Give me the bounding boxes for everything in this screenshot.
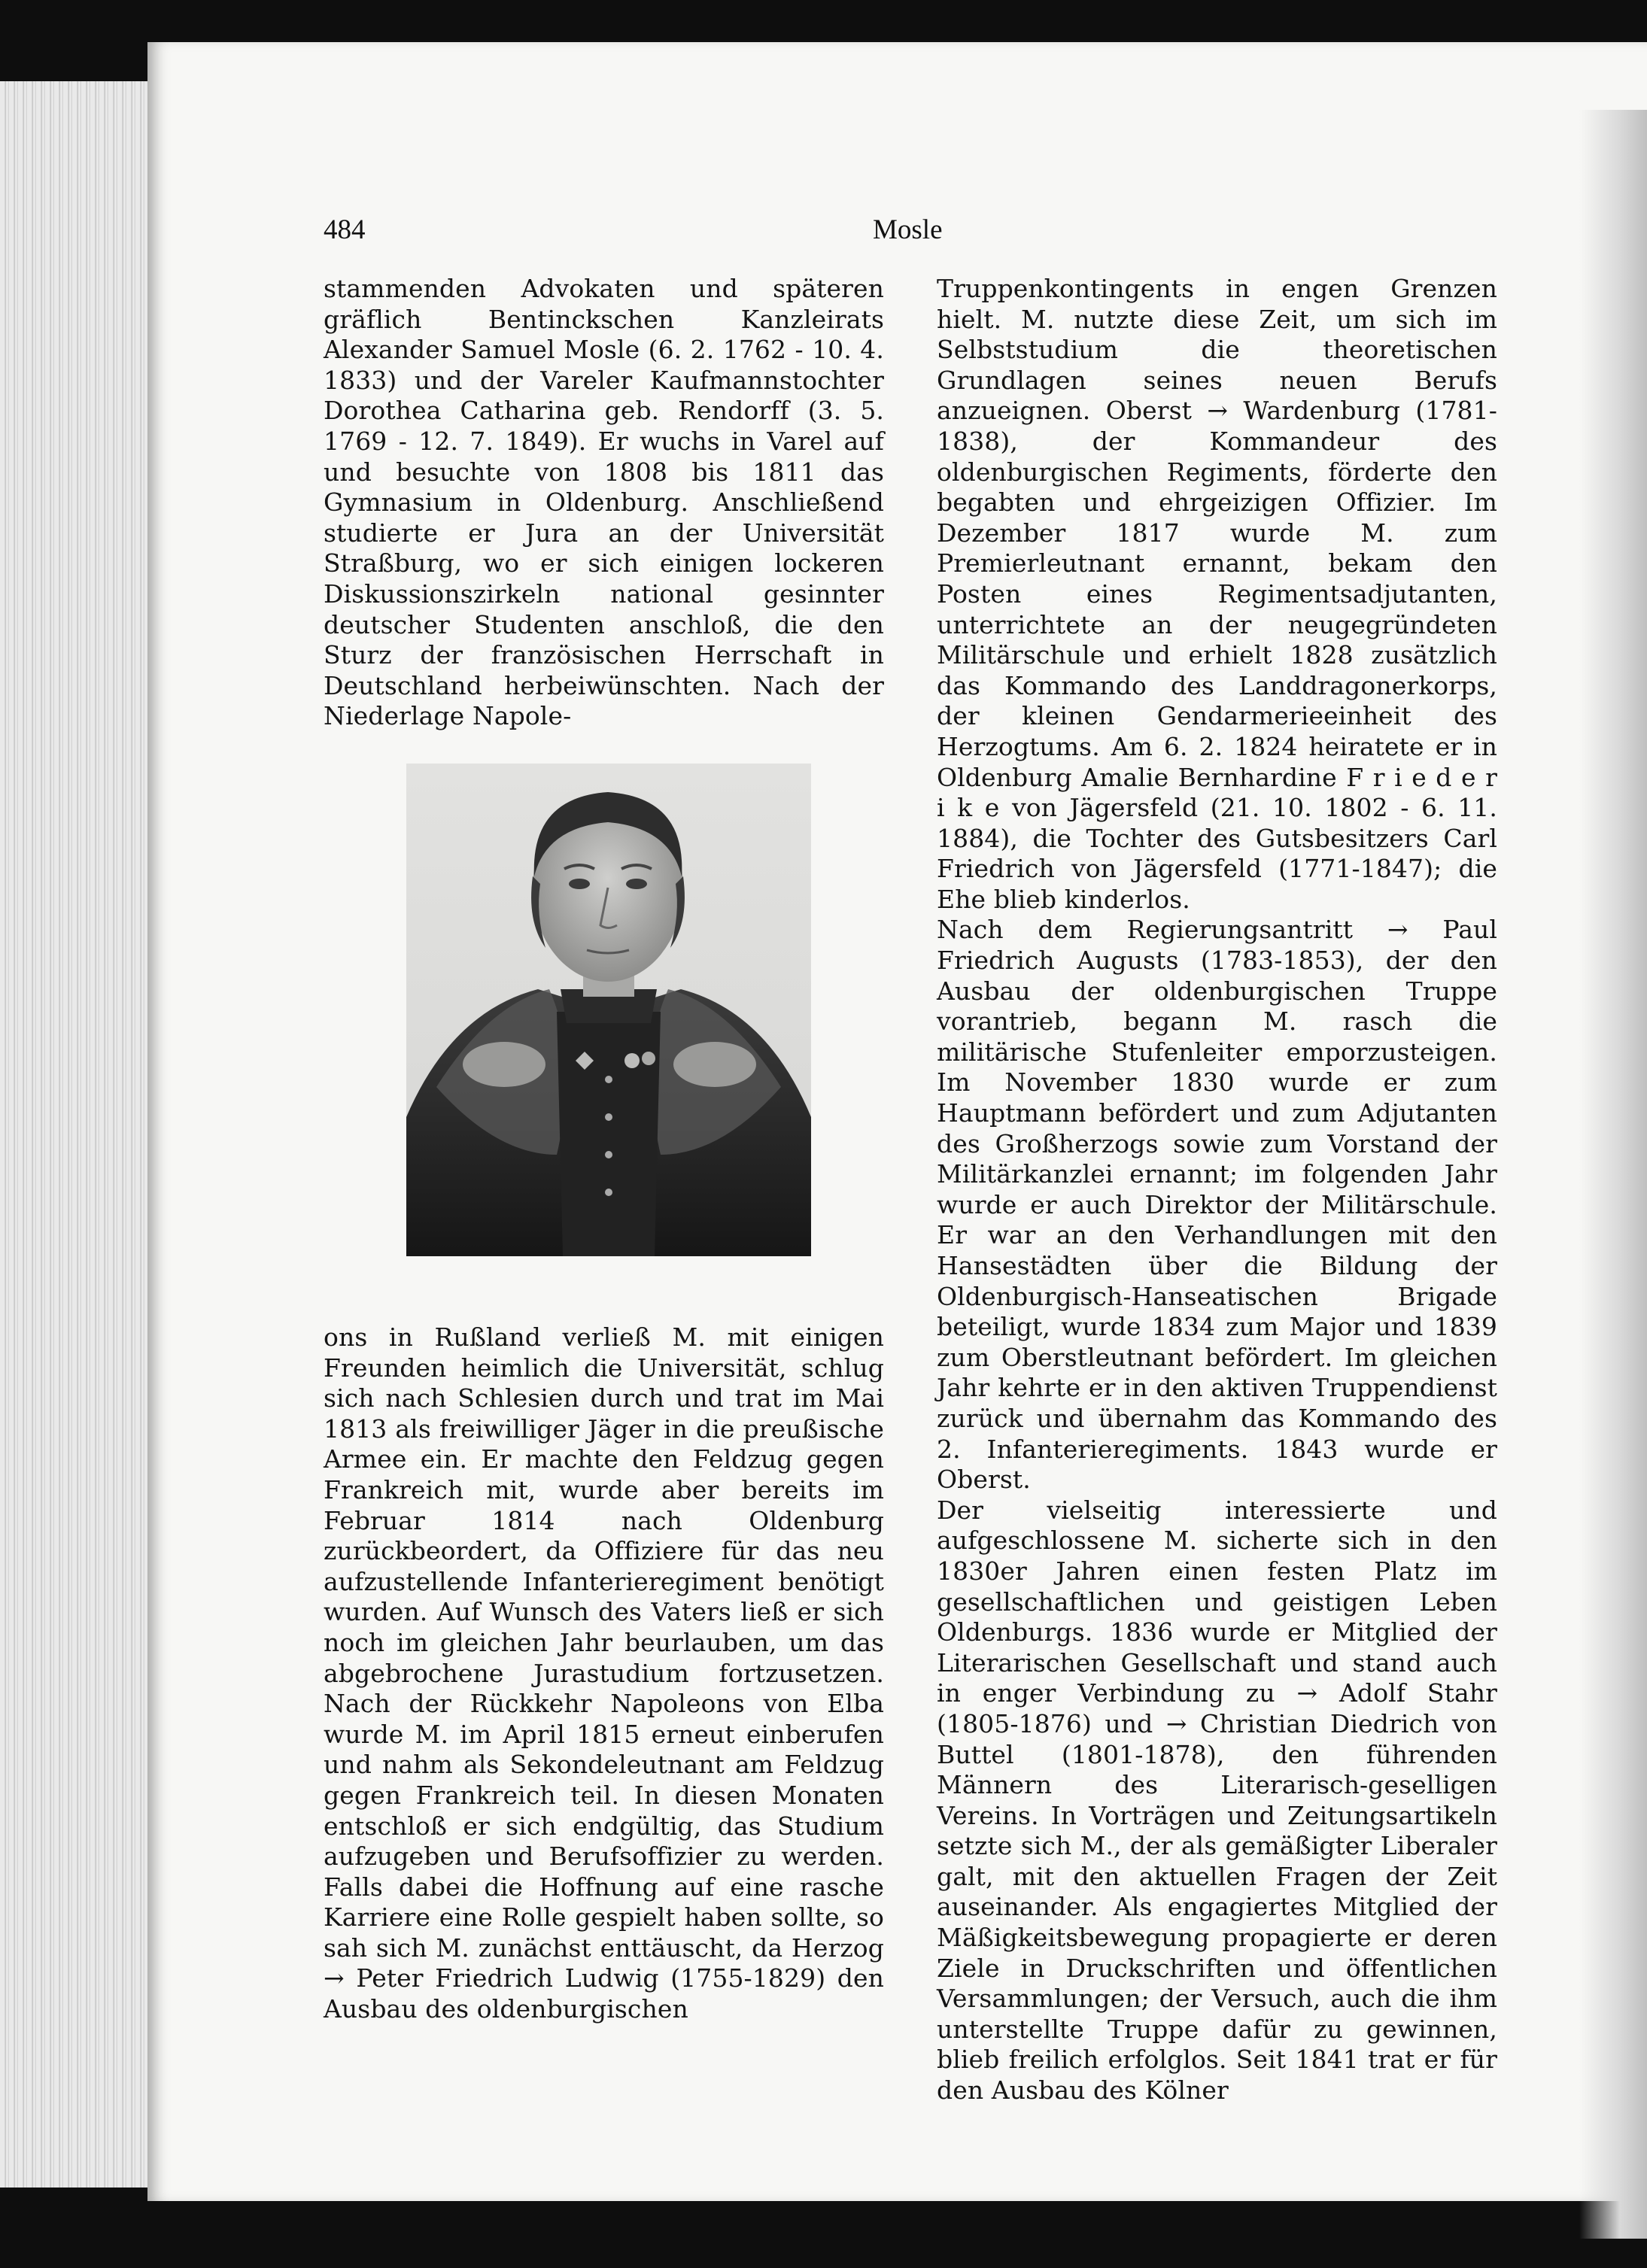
paragraph: ons in Rußland verließ M. mit einigen Freunden heimlich die Universität, schlug sich nach Schlesien durch und trat im Mai 1813 als freiwilliger Jäger in die preußische Armee ein. Er machte den Feldzug gegen Frankreich mit, wurde aber bereits im Februar 1814 nach Oldenburg zurückbeordert, da Offiziere für das neu aufzustellende Infanterieregiment benötigt wurden. Auf Wunsch des Vaters ließ er sich noch im gleichen Jahr beurlauben, um das abgebrochene Jurastudium fortzusetzen. Nach der Rückkehr Napoleons von Elba wurde M. im April 1815 erneut einberufen und nahm als Sekondeleutnant am Feldzug gegen Frankreich teil. In diesen Monaten entschloß er sich endgültig, das Studium aufzugeben und Berufsoffizier zu werden. Falls dabei die Hoffnung auf eine rasche Karriere eine Rolle gespielt haben sollte, so sah sich M. zunächst enttäuscht, da Herzog → Peter Friedrich Ludwig (1755-1829) den Ausbau des oldenburgischen (324, 1322, 884, 2024)
page-header (324, 214, 948, 259)
portrait-figure (406, 764, 811, 1256)
paragraph: Truppenkontingents in engen Grenzen hielt. M. nutzte diese Zeit, um sich im Selbststudium die theoretischen Grundlagen seines neuen Berufs anzueignen. Oberst → Wardenburg (1781-1838), der Kommandeur des oldenburgischen Regiments, förderte den begabten und ehrgeizigen Offizier. Im Dezember 1817 wurde M. zum Premierleutnant ernannt, bekam den Posten eines Regimentsadjutanten, unterrichtete an der neugegründeten Militärschule und erhielt 1828 zusätzlich das Kommando des Landdragonerkorps, der kleinen Gendarmerieeinheit des Herzogtums. Am 6. 2. 1824 heiratete er in Oldenburg Amalie Bernhardine F r i e d e r i k e von Jägersfeld (21. 10. 1802 - 6. 11. 1884), die Tochter des Gutsbesitzers Carl Friedrich von Jägersfeld (1771-1847); die Ehe blieb kinderlos. (937, 274, 1497, 914)
paragraph: Der vielseitig interessierte und aufgeschlossene M. sicherte sich in den 1830er Jahren einen festen Platz im gesellschaftlichen und geistigen Leben Oldenburgs. 1836 wurde er Mitglied der Literarischen Gesellschaft und stand auch in enger Verbindung zu → Adolf Stahr (1805-1876) und → Christian Diedrich von Buttel (1801-1878), den führenden Männern des Literarisch-geselligen Vereins. In Vorträgen und Zeitungsartikeln setzte sich M., der als gemäßigter Liberaler galt, mit den aktuellen Fragen der Zeit auseinander. Als engagiertes Mitglied der Mäßigkeitsbewegung propagierte er deren Ziele in Druckschriften und öffentlichen Versammlungen; der Versuch, auch die ihm unterstellte Truppe dafür zu gewinnen, blieb freilich erfolglos. Seit 1841 trat er für den Ausbau des Kölner (937, 1495, 1497, 2106)
left-column-bottom (324, 1322, 884, 2025)
book-page-edges (0, 81, 162, 2188)
page-curl-shadow (1579, 110, 1647, 2239)
left-column-top (324, 274, 884, 732)
running-head: Mosle (873, 214, 943, 245)
paragraph: Nach dem Regierungsantritt → Paul Friedrich Augusts (1783-1853), der den Ausbau der oldenburgischen Truppe vorantrieb, begann M. rasch die militärische Stufenleiter emporzusteigen. Im November 1830 wurde er zum Hauptmann befördert und zum Adjutanten des Großherzogs sowie zum Vorstand der Militärkanzlei ernannt; im folgenden Jahr wurde er auch Direktor der Militärschule. Er war an den Verhandlungen mit den Hansestädten über die Bildung der Oldenburgisch-Hanseatischen Brigade beteiligt, wurde 1834 zum Major und 1839 zum Oberstleutnant befördert. Im gleichen Jahr kehrte er in den aktiven Truppendienst zurück und übernahm das Kommando des 2. Infanterieregiments. 1843 wurde er Oberst. (937, 915, 1497, 1495)
portrait-engraving (406, 764, 811, 1256)
paragraph: stammenden Advokaten und späteren gräflich Bentinckschen Kanzleirats Alexander Samuel Mosle (6. 2. 1762 - 10. 4. 1833) und der Vareler Kaufmannstochter Dorothea Catharina geb. Rendorff (3. 5. 1769 - 12. 7. 1849). Er wuchs in Varel auf und besuchte von 1808 bis 1811 das Gymnasium in Oldenburg. Anschließend studierte er Jura an der Universität Straßburg, wo er sich einigen lockeren Diskussionszirkeln national gesinnter deutscher Studenten anschloß, die den Sturz der französischen Herrschaft in Deutschland herbeiwünschten. Nach der Niederlage Napole- (324, 274, 884, 731)
page-number: 484 (324, 214, 366, 245)
right-column (937, 274, 1497, 2106)
